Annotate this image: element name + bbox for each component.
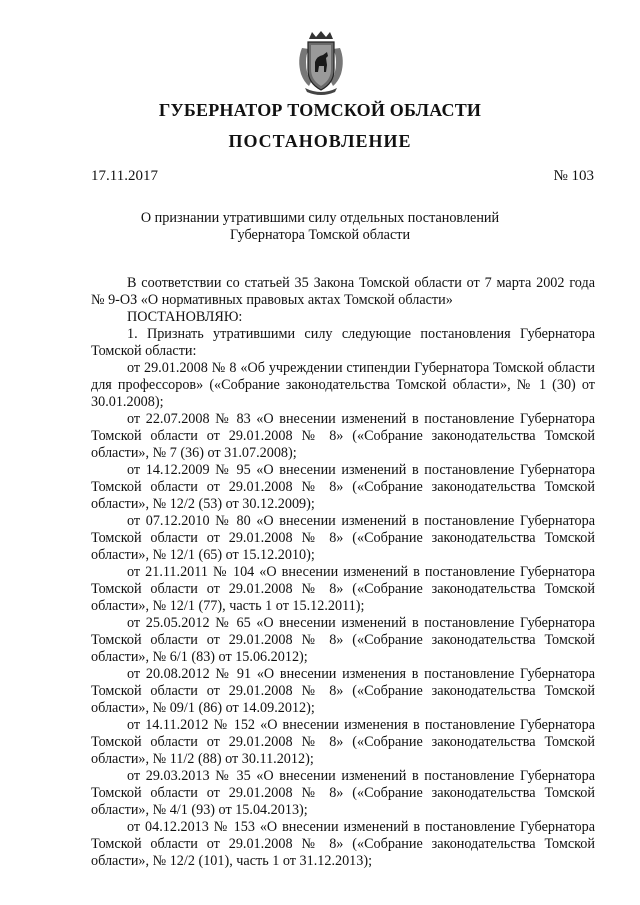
document-number: № 103 bbox=[553, 168, 594, 184]
subject-line: О признании утратившими силу отдельных постановлений bbox=[140, 210, 500, 226]
list-item: от 07.12.2010 № 80 «О внесении изменений в постановление Губернатора Томской области от 29.01.2008 № 8» («Собрание законодательства Томской области», № 12/1 (65) от 15.12.2010); bbox=[91, 513, 595, 563]
list-item: от 14.11.2012 № 152 «О внесении изменения в постановление Губернатора Томской области от 29.01.2008 № 8» («Собрание законодательства Томской области», № 11/2 (88) от 30.11.2012); bbox=[91, 717, 595, 767]
organization-title: ГУБЕРНАТОР ТОМСКОЙ ОБЛАСТИ bbox=[158, 100, 482, 120]
document-subject bbox=[0, 210, 640, 244]
list-item: от 29.01.2008 № 8 «Об учреждении стипендии Губернатора Томской области для профессоров» («Собрание законодательства Томской области», № 1 (30) от 30.01.2008); bbox=[91, 360, 595, 410]
document-type: ПОСТАНОВЛЕНИЕ bbox=[228, 131, 412, 151]
list-item: от 20.08.2012 № 91 «О внесении изменения в постановление Губернатора Томской области от 29.01.2008 № 8» («Собрание законодательства Томской области», № 09/1 (86) от 14.09.2012); bbox=[91, 666, 595, 716]
document-date: 17.11.2017 bbox=[91, 168, 158, 184]
subject-line: Губернатора Томской области bbox=[229, 227, 411, 243]
list-item: от 29.03.2013 № 35 «О внесении изменений в постановление Губернатора Томской области от 29.01.2008 № 8» («Собрание законодательства Томской области», № 4/1 (93) от 15.04.2013); bbox=[91, 768, 595, 818]
decree-word: ПОСТАНОВЛЯЮ: bbox=[127, 309, 243, 325]
list-item: от 21.11.2011 № 104 «О внесении изменений в постановление Губернатора Томской области от 29.01.2008 № 8» («Собрание законодательства Томской области», № 12/1 (77), часть 1 от 15.12.2011); bbox=[91, 564, 595, 614]
preamble-paragraph: В соответствии со статьей 35 Закона Томской области от 7 марта 2002 года № 9-ОЗ «О нормативных правовых актах Томской области» bbox=[91, 275, 595, 308]
list-item: от 04.12.2013 № 153 «О внесении изменений в постановление Губернатора Томской области от 29.01.2008 № 8» («Собрание законодательства Томской области», № 12/2 (101), часть 1 от 31.12.2013); bbox=[91, 819, 595, 869]
list-item: от 14.12.2009 № 95 «О внесении изменений в постановление Губернатора Томской области от 29.01.2008 № 8» («Собрание законодательства Томской области», № 12/2 (53) от 30.12.2009); bbox=[91, 462, 595, 512]
document-body bbox=[91, 275, 595, 870]
list-item: от 22.07.2008 № 83 «О внесении изменений в постановление Губернатора Томской области от 29.01.2008 № 8» («Собрание законодательства Томской области», № 7 (36) от 31.07.2008); bbox=[91, 411, 595, 461]
point-paragraph: 1. Признать утратившими силу следующие постановления Губернатора Томской области: bbox=[91, 326, 595, 359]
list-item: от 25.05.2012 № 65 «О внесении изменений в постановление Губернатора Томской области от 29.01.2008 № 8» («Собрание законодательства Томской области», № 6/1 (83) от 15.06.2012); bbox=[91, 615, 595, 665]
coat-of-arms-icon bbox=[296, 30, 346, 96]
